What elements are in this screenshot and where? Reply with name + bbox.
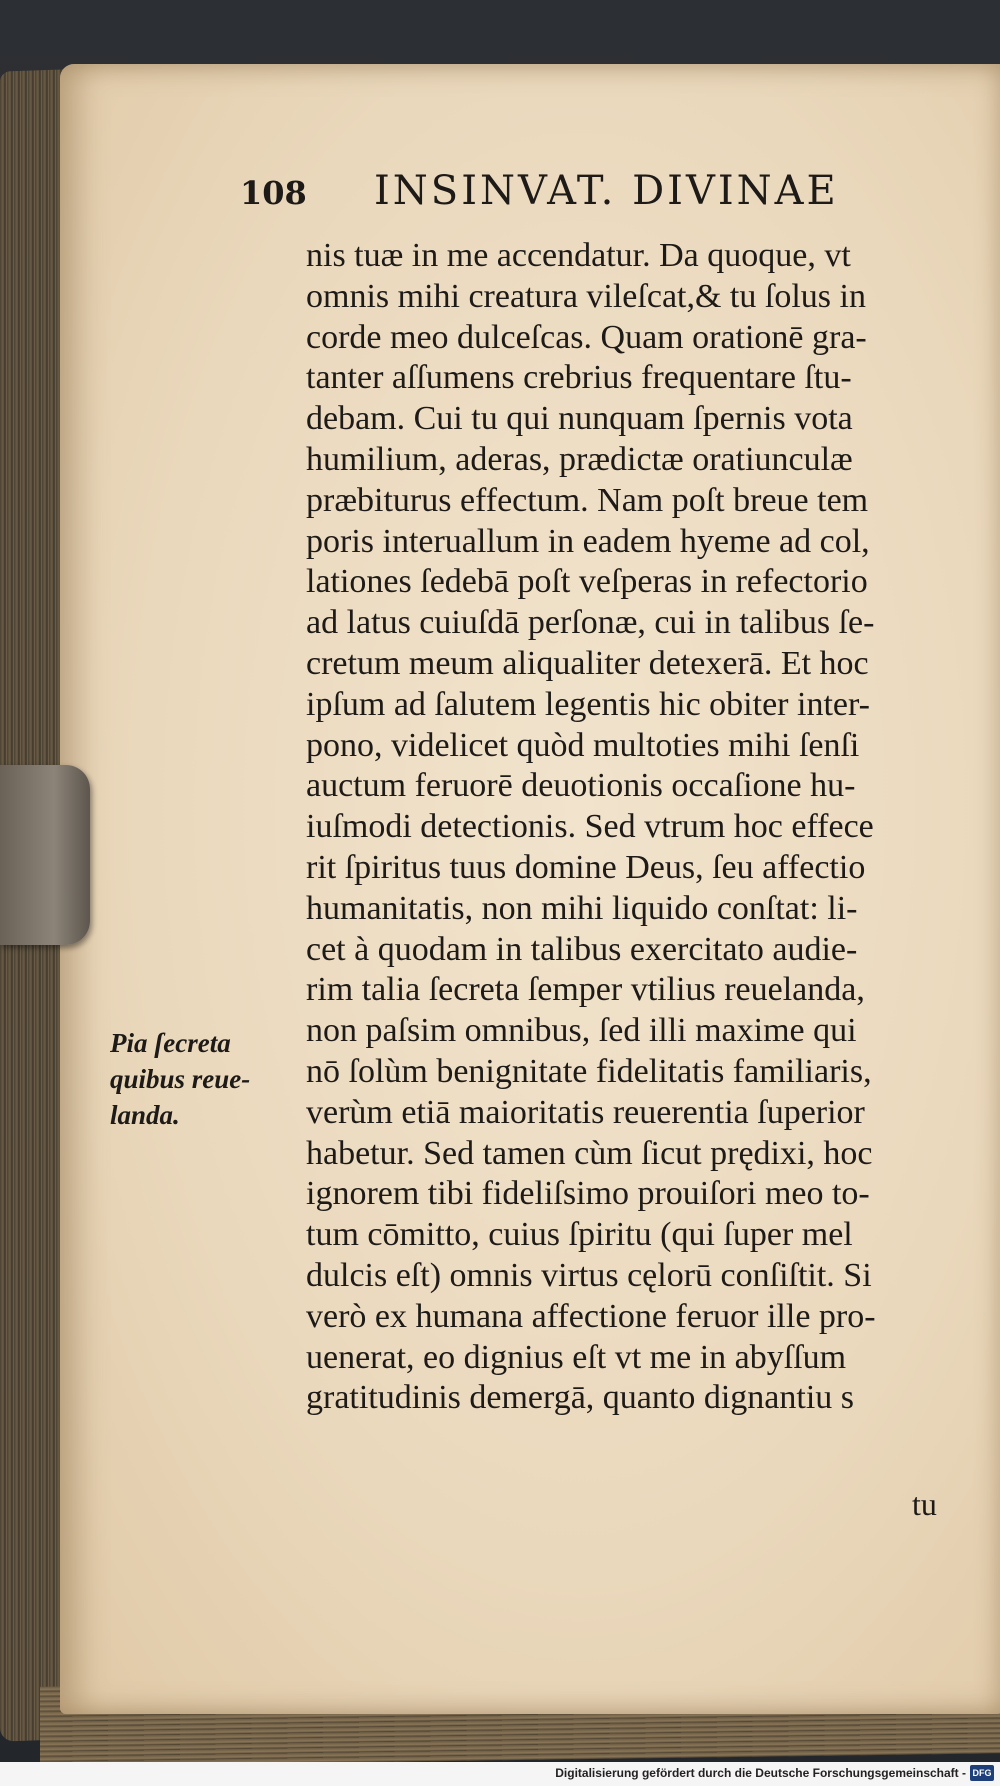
text-line: debam. Cui tu qui nunquam ſpernis vota — [306, 400, 853, 438]
text-line: lationes ſedebā poſt veſperas in refectorio — [306, 563, 868, 601]
text-line: habetur. Sed tamen cùm ſicut prędixi, hoc — [306, 1134, 873, 1172]
text-line: præbiturus effectum. Nam poſt breue tem — [306, 481, 869, 519]
text-line: humanitatis, non mihi liquido conſtat: li- — [306, 889, 858, 927]
marginal-note-line: landa. — [110, 1100, 180, 1130]
text-line: tum cōmitto, cuius ſpiritu (qui ſuper mel — [306, 1216, 853, 1254]
text-line: rit ſpiritus tuus domine Deus, ſeu affectio — [306, 848, 866, 886]
marginal-note-line: Pia ſecreta — [110, 1028, 231, 1058]
text-line: omnis mihi creatura vileſcat,& tu ſolus in — [306, 277, 866, 315]
marginal-note — [110, 1025, 290, 1133]
marginal-note-line: quibus reue- — [110, 1064, 251, 1094]
text-line: ignorem tibi fideliſsimo prouiſori meo to- — [306, 1175, 870, 1213]
text-line: tanter aſſumens crebrius frequentare ſtu- — [306, 359, 852, 397]
text-line: ad latus cuiuſdā perſonæ, cui in talibus ſe- — [306, 604, 875, 642]
text-line: auctum feruorē deuotionis occaſione hu- — [306, 767, 856, 805]
text-line: corde meo dulceſcas. Quam orationē gra- — [306, 318, 867, 356]
digitization-footer — [0, 1762, 1000, 1786]
dfg-logo: DFG — [970, 1765, 994, 1781]
body-text — [306, 236, 966, 1419]
text-line: dulcis eſt) omnis virtus cęlorū conſiſtit. Si — [306, 1256, 872, 1294]
text-line: rim talia ſecreta ſemper vtilius reuelanda, — [306, 971, 865, 1009]
text-line: non paſsim omnibus, ſed illi maxime qui — [306, 1012, 857, 1050]
text-line: nis tuæ in me accendatur. Da quoque, vt — [306, 237, 851, 274]
text-line: nō ſolùm benignitate fidelitatis familiaris, — [306, 1052, 872, 1090]
running-title: INSINVAT. DIVINAE — [374, 168, 839, 214]
text-line: poris interuallum in eadem hyeme ad col, — [306, 522, 870, 560]
text-line: humilium, aderas, prædictæ oratiunculæ — [306, 440, 853, 478]
running-header — [232, 168, 922, 228]
text-line: cretum meum aliqualiter detexerā. Et hoc — [306, 644, 869, 682]
funding-credit: Digitalisierung gefördert durch die Deutsche Forschungsgemeinschaft - — [555, 1766, 966, 1780]
text-line: verò ex humana affectione feruor ille pro- — [306, 1297, 876, 1335]
text-line: uenerat, eo dignius eſt vt me in abyſſum — [306, 1338, 847, 1376]
folio-number: 108 — [240, 174, 307, 212]
text-line: verùm etiā maioritatis reuerentia ſuperior — [306, 1093, 865, 1131]
text-line: gratitudinis demergā, quanto dignantiu s — [306, 1379, 855, 1417]
catchword: tu — [912, 1486, 937, 1522]
text-line: iuſmodi detectionis. Sed vtrum hoc effece — [306, 808, 874, 846]
text-line: cet à quodam in talibus exercitato audie- — [306, 930, 858, 968]
text-line: ipſum ad ſalutem legentis hic obiter inter- — [306, 685, 870, 723]
text-line: pono, videlicet quòd multoties mihi ſenſi — [306, 726, 860, 764]
